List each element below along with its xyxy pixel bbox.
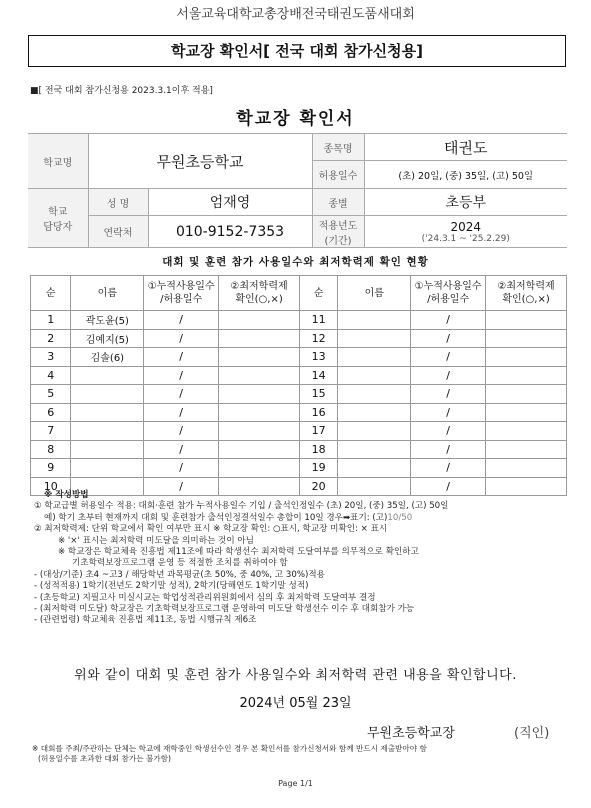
min-achievement-check (486, 440, 567, 459)
staff-name: 엄재영 (148, 189, 312, 216)
row-number: 9 (31, 459, 71, 478)
days-used: / (144, 459, 219, 478)
student-name (338, 440, 411, 459)
student-name (338, 403, 411, 422)
days-used: / (144, 329, 219, 348)
header-min-right-line2: 확인(○,×) (502, 294, 550, 305)
note-5: - (대상/기준) 초4 ~고3 / 해당학년 과목평균(초 50%, 중 40%, 고 30%)적용 (34, 569, 325, 580)
staff-label-line1: 학교 (48, 207, 68, 218)
notes-heading: ※ 작성방법 (44, 490, 89, 500)
title-box: 학교장 확인서[ 전국 대회 참가신청용] (28, 35, 566, 67)
header-min-right-line1: ②최저학력제 (497, 281, 555, 292)
row-number: 5 (31, 385, 71, 404)
student-name (71, 422, 144, 441)
min-achievement-check (486, 311, 567, 330)
section-title: 대회 및 훈련 참가 사용일수와 최저학력제 확인 현황 (162, 256, 429, 268)
year-value: 2024 (450, 219, 482, 234)
year-cell (364, 216, 567, 248)
min-achievement-check (219, 348, 300, 367)
note-8: - (최저학력 미도달) 학교장은 기초학력보장프로그램 운영하여 미도달 학생선수 이수 후 대회참가 가능 (34, 604, 415, 615)
min-achievement-check (486, 385, 567, 404)
days-used: / (144, 422, 219, 441)
header-min-right (486, 276, 567, 311)
min-achievement-check (486, 329, 567, 348)
table-row (31, 403, 567, 422)
table-row (31, 440, 567, 459)
days-used: / (144, 403, 219, 422)
min-achievement-check (486, 459, 567, 478)
school-name: 무원초등학교 (88, 134, 312, 189)
student-name (71, 366, 144, 385)
min-achievement-check (219, 311, 300, 330)
row-number: 10 (31, 477, 71, 496)
days-used: / (411, 348, 486, 367)
row-number: 8 (31, 440, 71, 459)
roster-body (31, 311, 567, 496)
header-no: 순 (31, 276, 71, 311)
min-achievement-check (219, 459, 300, 478)
row-number: 15 (299, 385, 337, 404)
note-9: - (관련법령) 학교체육 진흥법 제11조, 동법 시행규칙 제6조 (34, 615, 257, 626)
table-row (31, 385, 567, 404)
note-7: - (초등학교) 지필고사 미실시교는 학업성적관리위원회에서 심의 후 최저학력 도달여부 결정 (34, 592, 376, 603)
division-label: 종별 (312, 189, 364, 216)
note-1a: ① 학교급별 허용일수 적용: 대회·훈련 참가 누적사용일수 기입 / 출석인정일수 (초) 20일, (중) 35일, (고) 50일 (34, 501, 449, 512)
student-name (71, 403, 144, 422)
sport-label: 종목명 (312, 134, 364, 161)
days-used: / (144, 440, 219, 459)
document-title: 학교장 확인서 (236, 109, 355, 129)
student-name (338, 385, 411, 404)
days-used: / (144, 311, 219, 330)
days-used: / (411, 440, 486, 459)
header-no-right: 순 (299, 276, 337, 311)
days-used: / (411, 366, 486, 385)
row-number: 20 (299, 477, 337, 496)
header-min (219, 276, 300, 311)
header-name-right: 이름 (338, 276, 411, 311)
name-label: 성 명 (88, 189, 148, 216)
contact-label: 연락처 (88, 216, 148, 248)
days-used: / (411, 311, 486, 330)
min-achievement-check (219, 440, 300, 459)
min-achievement-check (486, 366, 567, 385)
staff-label (28, 189, 88, 248)
row-number: 19 (299, 459, 337, 478)
row-number: 18 (299, 440, 337, 459)
student-name: 김솔(6) (71, 348, 144, 367)
year-period: ('24.3.1 ~ '25.2.29) (421, 233, 510, 244)
student-name (338, 366, 411, 385)
row-number: 7 (31, 422, 71, 441)
allowed-days-label: 허용일수 (312, 161, 364, 189)
student-name: 김예지(5) (71, 329, 144, 348)
header-days-right-line1: ①누적사용일수 (414, 281, 482, 292)
row-number: 12 (299, 329, 337, 348)
roster-table (30, 275, 567, 496)
footer-note-line2: (허용일수를 초과한 대회 참가는 불가함) (38, 754, 171, 763)
header-days-right (411, 276, 486, 311)
days-used: / (411, 459, 486, 478)
days-used: / (411, 477, 486, 496)
min-achievement-check (219, 403, 300, 422)
student-name (338, 459, 411, 478)
sport-value: 태권도 (364, 134, 567, 161)
row-number: 6 (31, 403, 71, 422)
allowed-days-value: (초) 20일, (중) 35일, (고) 50일 (364, 161, 567, 189)
note-3: ※ '×' 표시는 최저학력 미도달을 의미하는 것이 아님 (58, 535, 254, 546)
principal-signature: 무원초등학교장 (367, 726, 455, 741)
min-achievement-check (486, 422, 567, 441)
header-days-right-line2: /허용일수 (427, 294, 470, 305)
days-used: / (411, 422, 486, 441)
confirmation-statement: 위와 같이 대회 및 훈련 참가 사용일수와 최저학력 관련 내용을 확인합니다. (74, 668, 517, 683)
min-achievement-check (486, 403, 567, 422)
school-label: 학교명 (28, 134, 88, 189)
row-number: 14 (299, 366, 337, 385)
student-name (338, 422, 411, 441)
student-name (338, 348, 411, 367)
row-number: 4 (31, 366, 71, 385)
days-used: / (144, 348, 219, 367)
footer-note-line1: ※ 대회를 주최/주관하는 단체는 학교에 재학중인 학생선수인 경우 본 확인서를 참가신청서와 함께 반드시 제출받아야 함 (32, 744, 427, 753)
note-6: - (성적적용) 1학기(전년도 2학기말 성적), 2학기(당해연도 1학기말 성적) (34, 581, 309, 592)
year-label (312, 216, 364, 248)
event-header: 서울교육대학교총장배전국태권도품새대회 (176, 7, 415, 22)
table-row (31, 366, 567, 385)
header-name: 이름 (71, 276, 144, 311)
header-days-line1: ①누적사용일수 (147, 281, 215, 292)
student-name: 곽도윤(5) (71, 311, 144, 330)
table-row (31, 459, 567, 478)
row-number: 1 (31, 311, 71, 330)
student-name (71, 440, 144, 459)
days-used: / (144, 477, 219, 496)
min-achievement-check (219, 329, 300, 348)
row-number: 17 (299, 422, 337, 441)
form-note: ■[ 전국 대회 참가신청용 2023.3.1이후 적용] (30, 86, 213, 96)
note-1b-example: 10/50 (387, 512, 413, 523)
page-number: Page 1/1 (278, 779, 313, 788)
days-used: / (411, 403, 486, 422)
row-number: 11 (299, 311, 337, 330)
note-2: ② 최저학력제: 단위 학교에서 확인 여부만 표시 ※ 학교장 확인: ○표시, 학교장 미확인: × 표시 (34, 524, 388, 535)
student-name (338, 311, 411, 330)
row-number: 3 (31, 348, 71, 367)
header-min-line2: 확인(○,×) (235, 294, 283, 305)
official-seal: (직인) (514, 726, 550, 741)
division-value: 초등부 (364, 189, 567, 216)
row-number: 13 (299, 348, 337, 367)
document-date: 2024년 05월 23일 (239, 696, 352, 711)
note-1b-text: 예) 학기 초부터 현재까지 대회 및 훈련참가 출석인정결석일수 총합이 10일 경우➡표기: (고) (44, 512, 388, 523)
year-label-line2: (기간) (324, 235, 352, 247)
days-used: / (144, 385, 219, 404)
min-achievement-check (219, 385, 300, 404)
staff-label-line2: 담당자 (43, 222, 73, 233)
row-number: 2 (31, 329, 71, 348)
min-achievement-check (219, 366, 300, 385)
student-name (338, 329, 411, 348)
min-achievement-check (486, 348, 567, 367)
table-row (31, 422, 567, 441)
header-min-line1: ②최저학력제 (230, 281, 288, 292)
days-used: / (144, 366, 219, 385)
notes-section (34, 490, 574, 627)
note-1b (34, 513, 574, 524)
footer-note (32, 744, 572, 764)
table-row (31, 348, 567, 367)
note-4b: 기초학력보장프로그램 운영 등 적절한 조치를 취하여야 함 (72, 558, 288, 569)
note-4a: ※ 학교장은 학교체육 진흥법 제11조에 따라 학생선수 최저학력 도달여부를 의무적으로 확인하고 (58, 547, 419, 558)
header-days (144, 276, 219, 311)
days-used: / (411, 385, 486, 404)
row-number: 16 (299, 403, 337, 422)
min-achievement-check (219, 422, 300, 441)
contact-value: 010-9152-7353 (148, 216, 312, 248)
days-used: / (411, 329, 486, 348)
year-label-line1: 적용년도 (318, 220, 358, 232)
header-days-line2: /허용일수 (160, 294, 203, 305)
table-row (31, 311, 567, 330)
table-row (31, 329, 567, 348)
school-info-table (28, 133, 567, 248)
student-name (71, 385, 144, 404)
student-name (71, 459, 144, 478)
